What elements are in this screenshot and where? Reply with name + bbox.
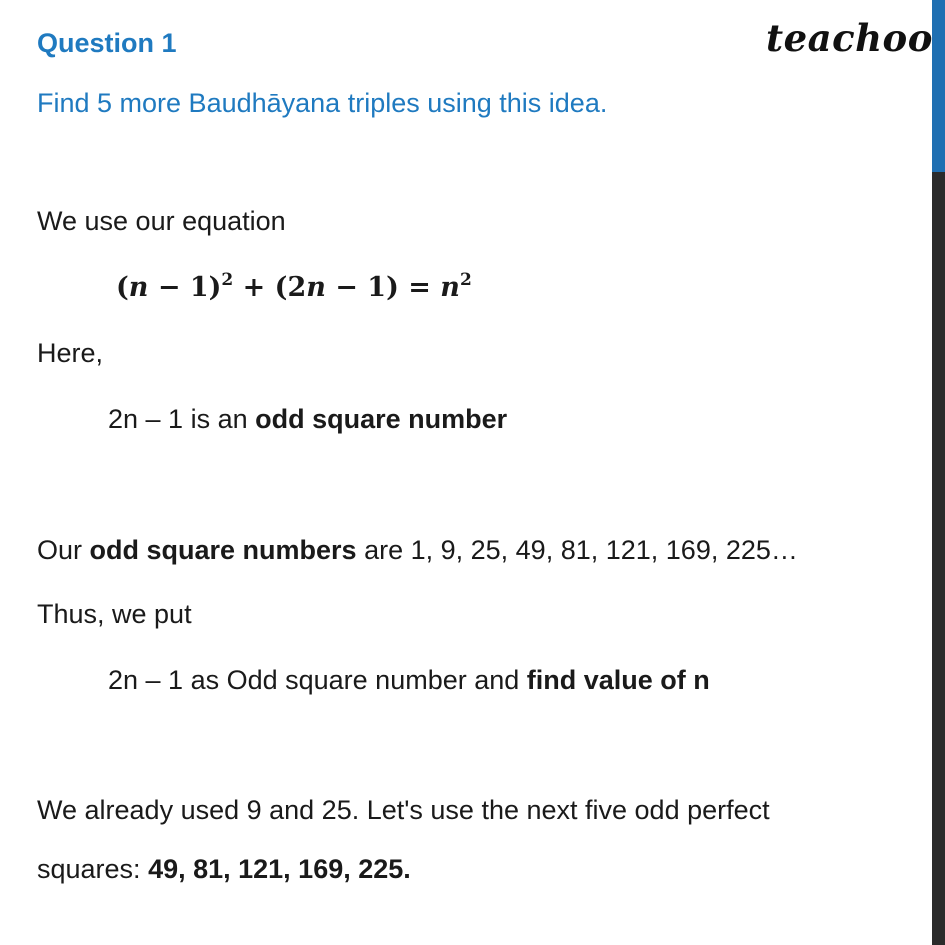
- already-used-line: We already used 9 and 25. Let's use the next five odd perfect: [37, 795, 770, 825]
- squares-line: [37, 854, 411, 885]
- eq-equals: − 1) =: [325, 272, 441, 303]
- intro-line: We use our equation: [37, 206, 286, 236]
- eq-minus-one: − 1): [148, 272, 222, 303]
- eq-open: (: [116, 272, 129, 303]
- eq-plus: + (2: [233, 272, 307, 303]
- odd-square-line: [108, 404, 507, 435]
- odd-line-bold: odd square number: [255, 404, 508, 434]
- eq-exponent: 2: [221, 270, 234, 290]
- squares-prefix: squares:: [37, 854, 149, 884]
- eq-var-n: n: [306, 272, 326, 303]
- eq-exponent: 2: [459, 270, 472, 290]
- our-line-suffix: are 1, 9, 25, 49, 81, 121, 169, 225…: [356, 535, 798, 565]
- question-text: Find 5 more Baudhāyana triples using this idea.: [37, 88, 608, 118]
- our-line-prefix: Our: [37, 535, 90, 565]
- eq-var-n: n: [440, 272, 460, 303]
- find-line-prefix: 2n – 1 as Odd square number and: [108, 665, 527, 695]
- eq-var-n: n: [128, 272, 149, 303]
- find-n-line: [108, 665, 710, 696]
- right-edge-accent: [932, 0, 945, 172]
- question-title: Question 1: [37, 28, 177, 58]
- find-line-bold: find value of n: [526, 665, 710, 695]
- squares-bold: 49, 81, 121, 169, 225.: [148, 854, 411, 884]
- our-line-bold: odd square numbers: [89, 535, 357, 565]
- equation: [116, 270, 472, 303]
- odd-numbers-line: [37, 535, 798, 566]
- teachoo-logo: teachoo: [766, 16, 933, 60]
- thus-line: Thus, we put: [37, 599, 192, 629]
- here-label: Here,: [37, 338, 104, 368]
- odd-line-prefix: 2n – 1 is an: [108, 404, 256, 434]
